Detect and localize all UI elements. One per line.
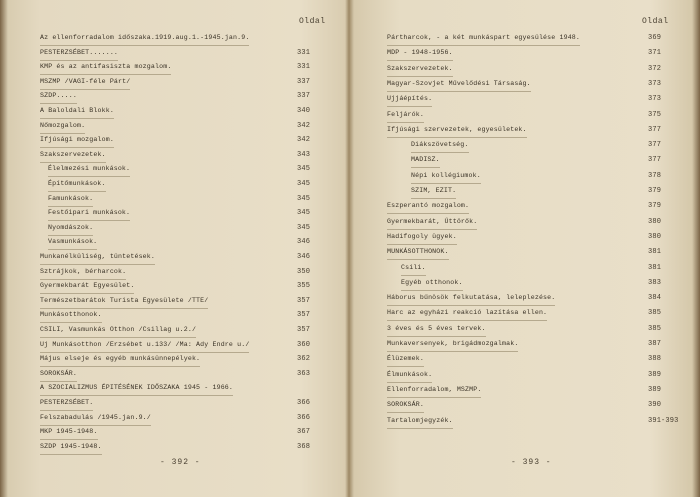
right-page [351, 0, 700, 497]
toc-entry-title: Harc az egyházi reakció lazítása ellen. [387, 308, 547, 321]
toc-entry [40, 296, 340, 312]
toc-entry-title: Május elseje és egyéb munkásünnepélyek. [40, 354, 200, 367]
toc-entry [387, 110, 687, 126]
toc-entry-page: 389 [648, 385, 662, 394]
toc-entry-title: Magyar-Szovjet Művelődési Társaság. [387, 79, 531, 92]
toc-entry [40, 413, 340, 429]
toc-entry-title: Munkaversenyek, brigádmozgalmak. [387, 339, 518, 352]
toc-entry [401, 278, 700, 294]
toc-entry-title: SZDP..... [40, 91, 77, 104]
toc-entry [48, 237, 348, 253]
toc-entry-page: 385 [648, 324, 662, 333]
toc-entry [401, 263, 700, 279]
toc-entry [40, 281, 340, 297]
toc-entry-page: 368 [297, 442, 311, 451]
toc-entry-title: SZIM, EZIT. [411, 186, 456, 199]
toc-entry-title: Gyermekbarát, Úttörők. [387, 217, 477, 230]
toc-entry-title: PESTERZSÉBET....... [40, 48, 118, 61]
toc-entry-page: 378 [648, 171, 662, 180]
toc-entry-page: 345 [297, 180, 311, 188]
toc-entry-page: 363 [297, 369, 311, 378]
toc-entry [40, 62, 340, 78]
toc-entry [411, 171, 700, 187]
left-page [0, 0, 349, 497]
toc-entry [40, 33, 340, 49]
toc-entry-title: Feljárók. [387, 110, 424, 123]
toc-entry-page: 342 [297, 121, 311, 130]
toc-entry-title: Hadifogoly ügyek. [387, 232, 457, 245]
toc-entry [387, 94, 687, 110]
toc-entry-title: Pártharcok, - a két munkáspart egyesülése 1948. [387, 33, 580, 46]
column-header: Oldal [299, 17, 326, 26]
toc-entry [387, 416, 687, 432]
toc-entry [48, 223, 348, 239]
toc-entry-page: 345 [297, 209, 311, 218]
toc-entry-title: SOROKSÁR. [387, 400, 424, 413]
toc-entry-title: Ifjúsági szervezetek, egyesületek. [387, 125, 527, 138]
toc-entry-page: 337 [297, 92, 311, 101]
toc-entry-page: 390 [648, 401, 662, 410]
toc-entry-title: Szakszervezetek. [40, 150, 106, 163]
toc-entry-title: MDP - 1948-1956. [387, 48, 453, 61]
toc-entry [40, 267, 340, 283]
toc-entry-title: Uj Munkásotthon /Erzsébet u.133/ /Ma: Ady Endre u./ [40, 340, 249, 353]
toc-entry-title: Ellenforradalom, MSZMP. [387, 385, 481, 398]
toc-entry-title: Diákszövetség. [411, 140, 469, 153]
toc-entry [40, 310, 340, 326]
toc-entry-title: MUNKÁSOTTHONOK. [387, 247, 449, 260]
toc-entry-page: 381 [648, 263, 662, 272]
toc-entry [40, 48, 340, 64]
toc-entry-page: 380 [648, 232, 662, 241]
toc-entry [40, 369, 340, 385]
toc-entry-page: 345 [297, 194, 311, 203]
toc-entry-title: Gyermekbarát Egyesület. [40, 281, 134, 294]
toc-entry [387, 79, 687, 95]
toc-entry-page: 355 [297, 282, 311, 291]
toc-entry [48, 179, 348, 195]
toc-entry [387, 324, 687, 340]
toc-entry [411, 155, 700, 171]
toc-entry-title: Nőmozgalom. [40, 121, 85, 134]
toc-entry-title: Nyomdászok. [48, 223, 93, 236]
toc-entry-title: Munkanélküliség, tüntetések. [40, 252, 155, 265]
toc-entry-page: 371 [648, 49, 662, 58]
toc-entry-title: Csili. [401, 263, 426, 276]
toc-entry [411, 186, 700, 202]
toc-entry-page: 384 [648, 294, 662, 303]
toc-entry-page: 373 [648, 79, 662, 88]
toc-entry-title: Egyéb otthonok. [401, 278, 463, 291]
toc-entry-title: Élmunkások. [387, 370, 432, 383]
toc-entry-title: Népi kollégiumok. [411, 171, 481, 184]
toc-entry-title: MSZMP /VAGI-féle Párt/ [40, 77, 130, 90]
toc-entry [40, 398, 340, 414]
toc-entry-title: PESTERZSÉBET. [40, 398, 93, 411]
toc-entry [387, 232, 687, 248]
toc-entry-title: SZDP 1945-1948. [40, 442, 102, 455]
toc-entry [40, 252, 340, 268]
toc-entry-title: 3 éves és 5 éves tervek. [387, 324, 486, 337]
toc-entry-page: 331 [297, 48, 311, 57]
toc-entry-page: 345 [297, 165, 311, 174]
toc-entry [387, 293, 687, 309]
toc-entry [387, 201, 687, 217]
toc-entry-page: 346 [297, 238, 311, 247]
toc-entry-page: 343 [297, 150, 311, 159]
toc-entry-page: 373 [648, 95, 662, 104]
toc-entry-title: Vasmunkások. [48, 237, 97, 250]
toc-entry-page: 383 [648, 278, 662, 287]
toc-entry-page: 369 [648, 34, 662, 42]
toc-entry-page: 342 [297, 136, 311, 145]
toc-entry-page: 372 [648, 64, 662, 73]
toc-entry-title: Ujjáépítés. [387, 94, 432, 107]
toc-entry [387, 385, 687, 401]
toc-entry-title: Festőipari munkások. [48, 208, 130, 221]
toc-entry [387, 370, 687, 386]
toc-entry-title: MKP 1945-1948. [40, 427, 98, 440]
toc-entry-page: 331 [297, 63, 311, 72]
toc-entry [387, 64, 687, 80]
toc-entry-title: CSILI, Vasmunkás Otthon /Csillag u.2./ [40, 325, 196, 338]
toc-entry-page: 377 [648, 156, 662, 165]
toc-entry [387, 33, 687, 49]
toc-entry [387, 125, 687, 141]
toc-entry [40, 325, 340, 341]
toc-entry-title: Famunkások. [48, 194, 93, 207]
toc-entry-page: 367 [297, 428, 311, 437]
toc-entry-title: Építőmunkások. [48, 179, 106, 192]
toc-entry-page: 381 [648, 248, 662, 257]
toc-entry-page: 360 [297, 340, 311, 349]
toc-entry [387, 217, 687, 233]
toc-entry-title: Eszperantó mozgalom. [387, 201, 469, 214]
toc-entry [40, 442, 340, 458]
toc-entry-page: 357 [297, 326, 311, 334]
toc-entry-page: 366 [297, 413, 311, 422]
toc-entry-page: 362 [297, 355, 311, 364]
column-header: Oldal [642, 17, 669, 26]
toc-entry-page: 379 [648, 202, 662, 211]
toc-entry-page: 375 [648, 110, 662, 119]
toc-entry-page: 387 [648, 340, 662, 348]
toc-entry-title: SOROKSÁR. [40, 369, 77, 382]
toc-entry [387, 308, 687, 324]
toc-entry-title: Ifjúsági mozgalom. [40, 135, 114, 148]
toc-entry [387, 354, 687, 370]
toc-entry [48, 194, 348, 210]
toc-entry-title: Munkásotthonok. [40, 310, 102, 323]
toc-entry [40, 427, 340, 443]
toc-entry [387, 339, 687, 355]
toc-entry [40, 106, 340, 122]
toc-entry [387, 400, 687, 416]
toc-entry-title: Élelmezési munkások. [48, 164, 130, 177]
toc-entry [40, 77, 340, 93]
toc-entry-page: 345 [297, 223, 311, 232]
toc-entry [40, 135, 340, 151]
toc-entry-page: 377 [648, 141, 662, 150]
toc-entry-title: Sztrájkok, bérharcok. [40, 267, 126, 280]
toc-entry-page: 389 [648, 370, 662, 379]
toc-entry-title: Szakszervezetek. [387, 64, 453, 77]
toc-entry-title: Felszabadulás /1945.jan.9./ [40, 413, 151, 426]
toc-entry-title: Élüzemek. [387, 354, 424, 367]
toc-entry [40, 121, 340, 137]
toc-entry-title: Természetbarátok Turista Egyesülete /TTE/ [40, 296, 208, 309]
toc-entry-page: 366 [297, 399, 311, 407]
toc-entry-page: 350 [297, 267, 311, 276]
toc-entry-title: MADISZ. [411, 155, 440, 168]
toc-entry [387, 247, 687, 263]
toc-entry [40, 354, 340, 370]
toc-entry-title: Az ellenforradalom időszaka.1919.aug.1.-1945.jan.9. [40, 33, 249, 46]
toc-entry-title: Tartalomjegyzék. [387, 416, 453, 429]
toc-entry-page: 346 [297, 253, 311, 261]
toc-entry [40, 340, 340, 356]
toc-entry-title: KMP és az antifasiszta mozgalom. [40, 62, 171, 75]
toc-entry-page: 357 [297, 296, 311, 305]
toc-entry-title: A SZOCIALIZMUS ÉPITÉSÉNEK IDŐSZAKA 1945 - 1966. [40, 383, 233, 396]
toc-entry [40, 91, 340, 107]
toc-entry-page: 337 [297, 77, 311, 86]
toc-entry-page: 377 [648, 125, 662, 134]
toc-entry-page: 380 [648, 217, 662, 226]
toc-entry [387, 48, 687, 64]
toc-entry-page: 391-393 [648, 416, 679, 425]
toc-entry [40, 383, 340, 399]
toc-entry [48, 208, 348, 224]
toc-entry-page: 385 [648, 309, 662, 318]
toc-entry-title: A Baloldali Blokk. [40, 106, 114, 119]
toc-entry [48, 164, 348, 180]
toc-entry-title: Háborus bűnösök felkutatása, leleplezése. [387, 293, 555, 306]
page-number: - 393 - [511, 458, 552, 467]
toc-entry-page: 388 [648, 355, 662, 364]
toc-entry-page: 340 [297, 107, 311, 115]
toc-entry-page: 357 [297, 311, 311, 320]
toc-entry-page: 379 [648, 187, 662, 195]
toc-entry [40, 150, 340, 166]
toc-entry [411, 140, 700, 156]
page-number: - 392 - [160, 458, 201, 467]
